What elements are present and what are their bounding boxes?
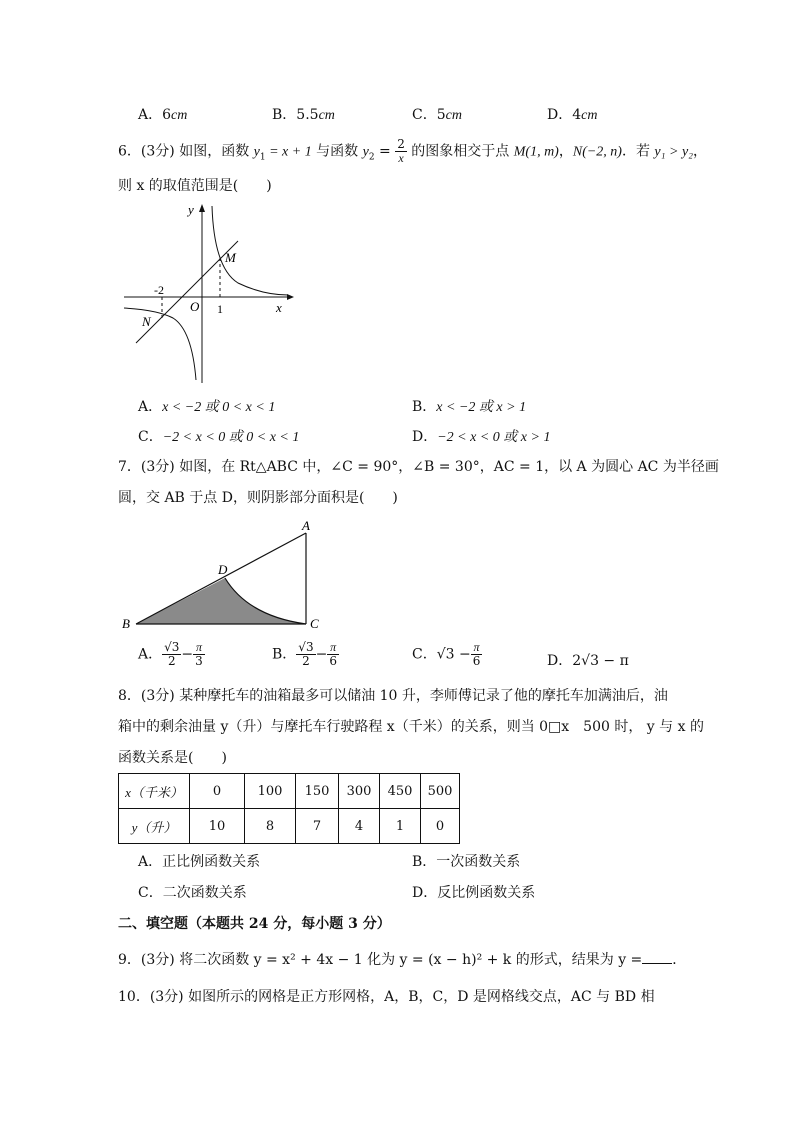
table-cell: 0 bbox=[421, 809, 460, 844]
q8-option-c[interactable] bbox=[138, 882, 247, 902]
table-cell: 10 bbox=[190, 809, 245, 844]
q6-sep: ， bbox=[558, 143, 573, 160]
linear-function-line bbox=[136, 241, 238, 343]
option-pre: √3 − bbox=[436, 646, 471, 663]
option-letter: B． bbox=[272, 646, 297, 663]
q6-cond-post: ， bbox=[693, 143, 708, 160]
f2-var: y bbox=[362, 144, 369, 160]
option-letter: B． bbox=[412, 399, 437, 415]
q6-option-a[interactable] bbox=[138, 396, 275, 416]
fraction bbox=[327, 641, 339, 668]
option-text: x < −2 或 0 < x < 1 bbox=[162, 400, 276, 415]
f2-eq: = bbox=[374, 143, 396, 160]
q7-stem-line2: 圆，交 AB 于点 D，则阴影部分面积是( ) bbox=[118, 490, 398, 506]
frac-den: 2 bbox=[167, 654, 176, 668]
q6-graph bbox=[118, 198, 298, 388]
vertex-c-label: C bbox=[310, 616, 319, 631]
frac-den: 6 bbox=[472, 654, 481, 668]
option-value: 6 bbox=[162, 107, 172, 123]
option-text: 2√3 − π bbox=[572, 653, 629, 669]
q6-condition: y₁ > y₂ bbox=[654, 144, 694, 160]
table-cell: 150 bbox=[296, 774, 339, 809]
table-row bbox=[119, 809, 460, 844]
table-cell: 0 bbox=[190, 774, 245, 809]
q6-after: 的图象相交于点 bbox=[406, 143, 514, 160]
table-cell: 8 bbox=[245, 809, 296, 844]
vertex-b-label: B bbox=[122, 616, 130, 631]
x-axis-label: x bbox=[276, 300, 282, 315]
q8-option-d[interactable] bbox=[412, 882, 535, 902]
tick-neg2-label: -2 bbox=[154, 283, 164, 297]
q6-mid: 与函数 bbox=[311, 143, 363, 160]
q6-option-c[interactable] bbox=[138, 426, 299, 446]
option-text: −2 < x < 0 或 x > 1 bbox=[437, 430, 551, 445]
q7-option-c[interactable] bbox=[412, 641, 482, 668]
q6-stem-line1 bbox=[118, 138, 707, 165]
option-value: 5.5 bbox=[296, 107, 319, 123]
y-axis-arrow-icon bbox=[199, 204, 205, 212]
table-cell: 100 bbox=[245, 774, 296, 809]
hyperbola-right-branch bbox=[212, 206, 288, 295]
table-cell: 7 bbox=[296, 809, 339, 844]
q8-option-b[interactable] bbox=[412, 851, 520, 871]
q5-option-d[interactable] bbox=[547, 104, 597, 124]
frac-den: 6 bbox=[329, 654, 337, 668]
q10-stem: 10．(3分) 如图所示的网格是正方形网格，A，B，C，D 是网格线交点，AC 与 BD 相 bbox=[118, 989, 655, 1005]
q6-number: 6．(3分) 如图，函数 bbox=[118, 143, 254, 160]
option-letter: D． bbox=[412, 885, 438, 901]
y-axis-label: y bbox=[188, 202, 194, 217]
point-d-label: D bbox=[218, 562, 228, 577]
section-heading: 二、填空题（本题共 24 分，每小题 3 分） bbox=[118, 916, 391, 932]
option-value: 4 bbox=[572, 107, 582, 123]
point-n: N(−2, n) bbox=[572, 144, 622, 160]
option-letter: A． bbox=[138, 854, 163, 870]
x-axis-arrow-icon bbox=[287, 294, 294, 300]
fraction bbox=[296, 641, 315, 668]
option-letter: B． bbox=[412, 854, 437, 870]
q5-option-a[interactable] bbox=[138, 104, 187, 124]
q9-stem bbox=[118, 949, 686, 969]
option-letter: C． bbox=[412, 107, 437, 123]
frac-den: 3 bbox=[195, 654, 203, 668]
option-unit: cm bbox=[318, 108, 335, 123]
answer-blank[interactable] bbox=[642, 951, 672, 964]
q8-option-a[interactable] bbox=[138, 851, 260, 871]
option-text: 一次函数关系 bbox=[436, 854, 521, 870]
q5-option-c[interactable] bbox=[412, 104, 462, 124]
table-cell: 1 bbox=[380, 809, 421, 844]
frac-den: x bbox=[398, 151, 404, 165]
minus: − bbox=[181, 646, 194, 663]
tick-1-label: 1 bbox=[217, 302, 223, 316]
option-value: 5 bbox=[436, 107, 446, 123]
point-m: M(1, m) bbox=[513, 144, 559, 160]
option-letter: A． bbox=[138, 646, 163, 663]
option-letter: C． bbox=[138, 429, 163, 445]
option-unit: cm bbox=[171, 108, 188, 123]
q6-option-d[interactable] bbox=[412, 426, 550, 446]
option-letter: D． bbox=[547, 107, 573, 123]
table-cell: 450 bbox=[380, 774, 421, 809]
q6-option-b[interactable] bbox=[412, 396, 526, 416]
q8-stem-line3: 函数关系是( ) bbox=[118, 750, 227, 766]
q8-stem-line2: 箱中的剩余油量 y（升）与摩托车行驶路程 x（千米）的关系，则当 0□x 500 时， y 与 x 的 bbox=[118, 719, 704, 735]
shaded-region bbox=[136, 578, 306, 624]
option-text: x < −2 或 x > 1 bbox=[436, 400, 527, 415]
frac-num: 2 bbox=[397, 137, 405, 151]
q7-option-b[interactable] bbox=[272, 641, 339, 668]
table-header-cell: x（千米） bbox=[119, 774, 190, 809]
q6-stem-line2: 则 x 的取值范围是( ) bbox=[118, 178, 272, 194]
table-cell: 500 bbox=[421, 774, 460, 809]
q7-option-d[interactable] bbox=[547, 650, 629, 670]
table-header-cell: y（升） bbox=[119, 809, 190, 844]
option-letter: D． bbox=[412, 429, 438, 445]
q8-stem-line1: 8．(3分) 某种摩托车的油箱最多可以储油 10 升，李师傅记录了他的摩托车加满油后，油 bbox=[118, 688, 668, 704]
point-n-label: N bbox=[142, 314, 151, 329]
vertex-a-label: A bbox=[302, 518, 310, 533]
option-letter: C． bbox=[138, 885, 163, 901]
f1-sub: 1 bbox=[259, 152, 266, 163]
q8-data-table bbox=[118, 773, 460, 844]
fraction bbox=[193, 641, 205, 668]
option-letter: B． bbox=[272, 107, 297, 123]
option-text: −2 < x < 0 或 0 < x < 1 bbox=[162, 430, 300, 445]
frac-num: π bbox=[193, 641, 205, 655]
option-letter: C． bbox=[412, 646, 437, 663]
q7-figure bbox=[118, 516, 338, 636]
option-letter: A． bbox=[138, 399, 163, 415]
option-text: 正比例函数关系 bbox=[162, 854, 261, 870]
table-cell: 300 bbox=[339, 774, 380, 809]
f1-rest: = x + 1 bbox=[265, 144, 312, 160]
option-letter: D． bbox=[547, 653, 573, 669]
minus: − bbox=[315, 646, 328, 663]
q6-cond-pre: ．若 bbox=[621, 143, 655, 160]
option-text: 反比例函数关系 bbox=[437, 885, 536, 901]
fraction bbox=[162, 641, 181, 668]
q9-text: 9．(3分) 将二次函数 y = x² + 4x − 1 化为 y = (x − h)² + k 的形式，结果为 y = bbox=[118, 952, 643, 968]
option-unit: cm bbox=[581, 108, 598, 123]
table-cell: 4 bbox=[339, 809, 380, 844]
f2-sub: 2 bbox=[368, 152, 375, 163]
q5-option-b[interactable] bbox=[272, 104, 335, 124]
point-m-label: M bbox=[225, 250, 236, 265]
option-unit: cm bbox=[445, 108, 462, 123]
f2-fraction bbox=[395, 138, 407, 165]
table-row bbox=[119, 774, 460, 809]
origin-label: O bbox=[190, 299, 200, 314]
frac-num: √3 bbox=[164, 640, 180, 654]
option-text: 二次函数关系 bbox=[162, 885, 247, 901]
q9-end: ． bbox=[672, 952, 687, 968]
option-letter: A． bbox=[138, 107, 163, 123]
f1-var: y bbox=[253, 144, 260, 160]
q7-stem-line1: 7．(3分) 如图，在 Rt△ABC 中，∠C = 90°，∠B = 30°，AC = 1，以 A 为圆心 AC 为半径画 bbox=[118, 459, 719, 475]
frac-den: 2 bbox=[302, 654, 310, 668]
frac-num: π bbox=[471, 641, 483, 655]
fraction bbox=[471, 641, 483, 668]
frac-num: √3 bbox=[298, 640, 314, 654]
frac-num: π bbox=[327, 641, 339, 655]
q7-option-a[interactable] bbox=[138, 641, 205, 668]
